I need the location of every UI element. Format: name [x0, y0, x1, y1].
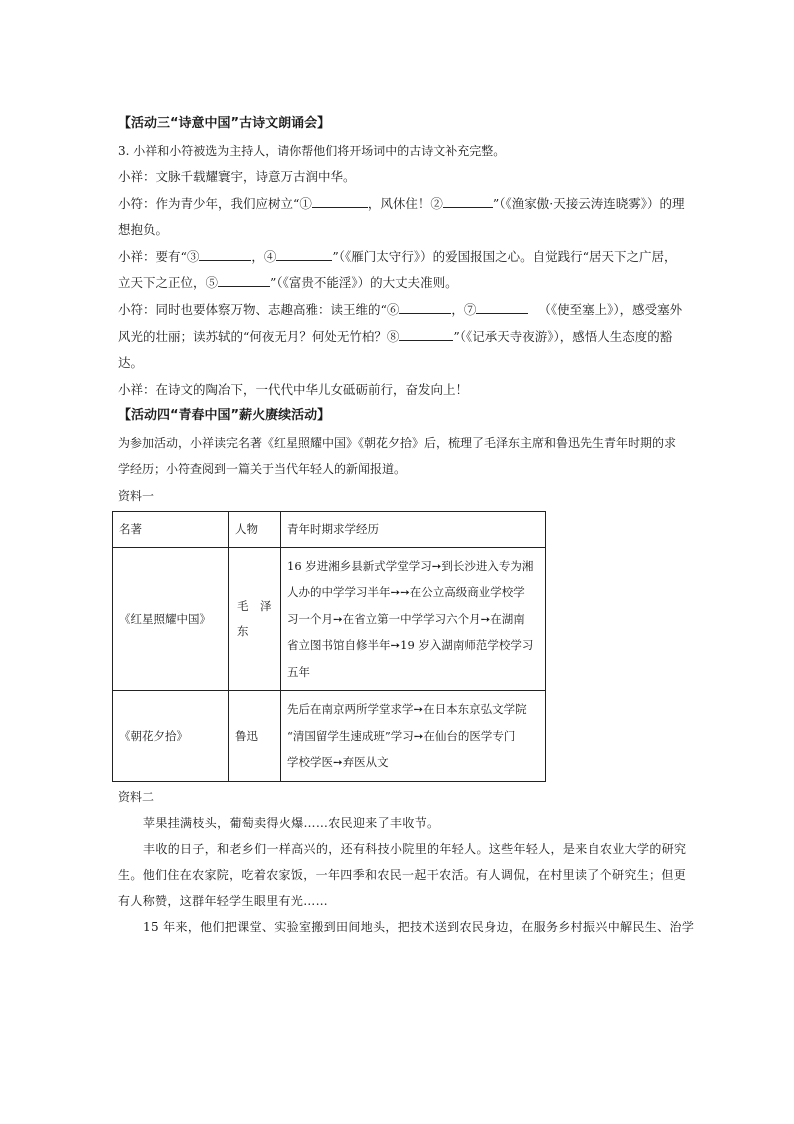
- person-cell: 毛 泽东: [229, 548, 281, 691]
- material-1-label: 资料一: [118, 489, 155, 503]
- blank-4[interactable]: [276, 248, 332, 261]
- experience-cell: 先后在南京两所学堂求学➙在日本东京弘文学院 “清国留学生速成班”学习➙在仙台的医学专门 学校学医➙弃医从文: [281, 691, 546, 782]
- table-row: [113, 548, 546, 691]
- blank-7[interactable]: [476, 301, 528, 314]
- header-book: 名著: [113, 512, 229, 548]
- blank-6[interactable]: [399, 301, 451, 314]
- header-experience: 青年时期求学经历: [281, 512, 546, 548]
- blank-5[interactable]: [218, 274, 270, 287]
- material-2-label: 资料二: [118, 790, 155, 804]
- dialogue-line-9: 小祥：在诗文的陶冶下，一代代中华儿女砥砺前行，奋发向上！: [118, 382, 469, 397]
- activity4-heading: 【活动四“青春中国”薪火赓续活动】: [118, 408, 331, 423]
- blank-1[interactable]: [312, 195, 368, 208]
- table-row: [113, 691, 546, 782]
- study-history-table: [112, 511, 546, 782]
- activity4-intro-1: 为参加活动，小祥读完名著《红星照耀中国》《朝花夕拾》后，梳理了毛泽东主席和鲁迅先生青年时期的求: [118, 436, 677, 450]
- dialogue-line-3: 想抱负。: [118, 222, 169, 237]
- book-cell: 《朝花夕拾》: [113, 691, 229, 782]
- blank-3[interactable]: [199, 248, 251, 261]
- dialogue-line-7: 风光的壮丽；读苏轼的“何夜无月？何处无竹柏？⑧ ”（《记承天寺夜游》），感悟人生态度的豁: [118, 329, 673, 344]
- news-paragraph-1: 苹果挂满枝头，葡萄卖得火爆……农民迎来了丰收节。: [143, 816, 440, 830]
- dialogue-line-5: 立天下之正位，⑤ ”（《富贵不能淫》）的大丈夫准则。: [118, 275, 458, 290]
- news-paragraph-2-line-1: 丰收的日子，和老乡们一样高兴的，还有科技小院里的年轻人。这些年轻人，是来自农业大学的研究: [143, 842, 687, 856]
- experience-cell: 16 岁进湘乡县新式学堂学习➙到长沙进入专为湘 人办的中学学习半年➙➙在公立高级商业学校学 习一个月➙在省立第一中学学习六个月➙在湖南 省立图书馆自修半年➙19 岁入湖南师范学校学习 五年: [281, 548, 546, 691]
- activity4-intro-2: 学经历；小符查阅到一篇关于当代年轻人的新闻报道。: [118, 462, 407, 476]
- blank-2[interactable]: [443, 195, 493, 208]
- table-header-row: [113, 512, 546, 548]
- dialogue-line-1: 小祥：文脉千载耀寰宇，诗意万古润中华。: [118, 169, 356, 184]
- dialogue-line-6: 小符：同时也要体察万物、志趣高雅：读王维的“⑥ ，⑦ （《使至塞上》），感受塞外: [118, 302, 683, 317]
- news-paragraph-3: 15 年来，他们把课堂、实验室搬到田间地头，把技术送到农民身边，在服务乡村振兴中解民生、治学: [143, 920, 695, 934]
- dialogue-line-8: 达。: [118, 355, 144, 370]
- news-paragraph-2-line-3: 有人称赞，这群年轻学生眼里有光……: [118, 894, 328, 908]
- header-person: 人物: [229, 512, 281, 548]
- book-cell: 《红星照耀中国》: [113, 548, 229, 691]
- dialogue-line-4: 小祥：要有“③ ，④ ”（《雁门太守行》）的爱国报国之心。自觉践行“居天下之广居，: [118, 249, 677, 264]
- blank-8[interactable]: [399, 328, 453, 341]
- person-cell: 鲁迅: [229, 691, 281, 782]
- question-3: 3. 小祥和小符被选为主持人，请你帮他们将开场词中的古诗文补充完整。: [118, 144, 506, 158]
- news-paragraph-2-line-2: 生。他们住在农家院，吃着农家饭，一年四季和农民一起干农活。有人调侃，在村里读了个研究生；但更: [118, 868, 687, 882]
- dialogue-line-2: 小符：作为青少年，我们应树立“① ，风休住！② ”（《渔家傲·天接云涛连晓雾》）的理: [118, 196, 685, 211]
- activity3-heading: 【活动三“诗意中国”古诗文朗诵会】: [118, 116, 331, 131]
